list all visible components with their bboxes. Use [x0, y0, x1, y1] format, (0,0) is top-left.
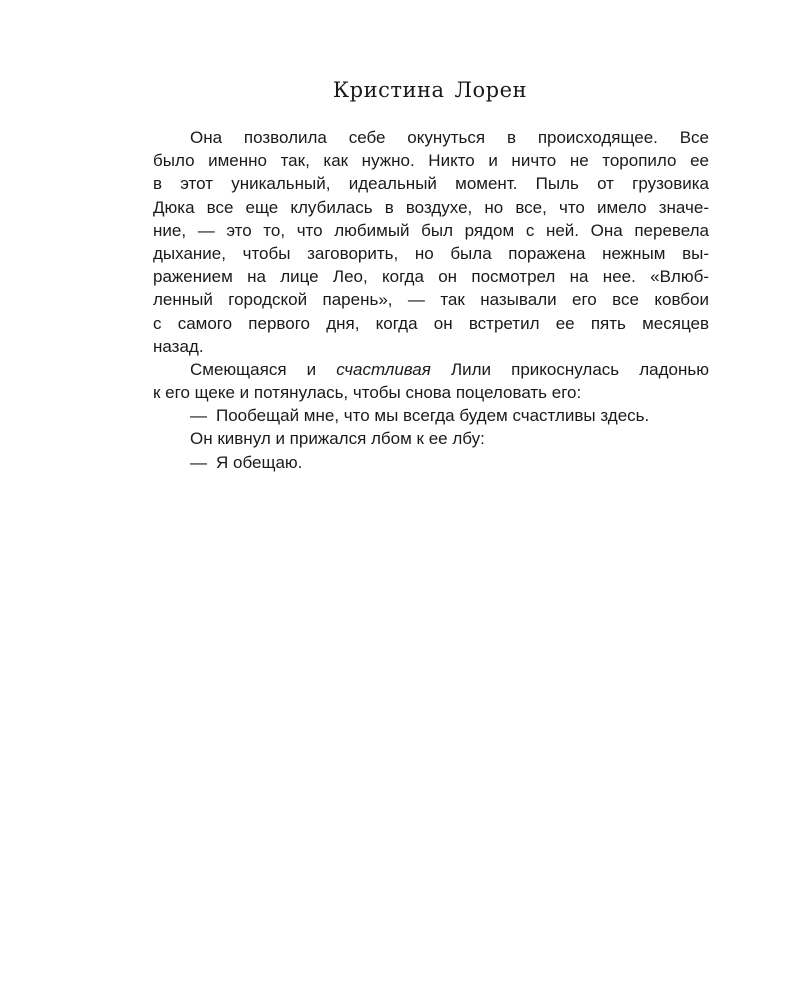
dialogue-line: [153, 451, 709, 474]
text-line: к его щеке и потянулась, чтобы снова поцеловать его:: [153, 383, 582, 403]
text-line: Дюка все еще клубилась в воздухе, но все, что имело значе-: [153, 197, 709, 217]
text-line: с самого первого дня, когда он встретил ее пять месяцев: [153, 313, 709, 333]
dialogue-dash: —: [190, 406, 207, 426]
body-text: [153, 126, 709, 474]
author-last-name: Лорен: [454, 78, 528, 102]
text-line: Он кивнул и прижался лбом к ее лбу:: [190, 429, 485, 449]
text-line: было именно так, как нужно. Никто и ничто не торопило ее: [153, 151, 709, 171]
text-line: в этот уникальный, идеальный момент. Пыль от грузовика: [153, 174, 709, 194]
text-segment: Смеющаяся и: [190, 359, 337, 379]
author-first-name: Кристина: [332, 78, 445, 102]
dialogue-dash: —: [190, 452, 207, 472]
text-line: ние, — это то, что любимый был рядом с ней. Она перевела: [153, 220, 709, 240]
text-line: ражением на лице Лео, когда он посмотрел на нее. «Влюб-: [153, 267, 709, 287]
running-head: [0, 78, 800, 102]
text-line: Она позволила себе окунуться в происходящее. Все: [190, 128, 709, 147]
text-line: ленный городской парень», — так называли его все ковбои: [153, 290, 709, 310]
dialogue-text: Пообещай мне, что мы всегда будем счастливы здесь.: [216, 406, 650, 426]
text-line: назад.: [153, 336, 204, 356]
dialogue-text: Я обещаю.: [216, 452, 303, 472]
italic-emphasis: счастливая: [336, 359, 431, 379]
text-line: дыхание, чтобы заговорить, но была поражена нежным вы-: [153, 243, 709, 263]
dialogue-line: [153, 404, 709, 427]
text-line: [153, 358, 709, 381]
text-segment: Лили прикоснулась ладонью: [430, 359, 709, 379]
